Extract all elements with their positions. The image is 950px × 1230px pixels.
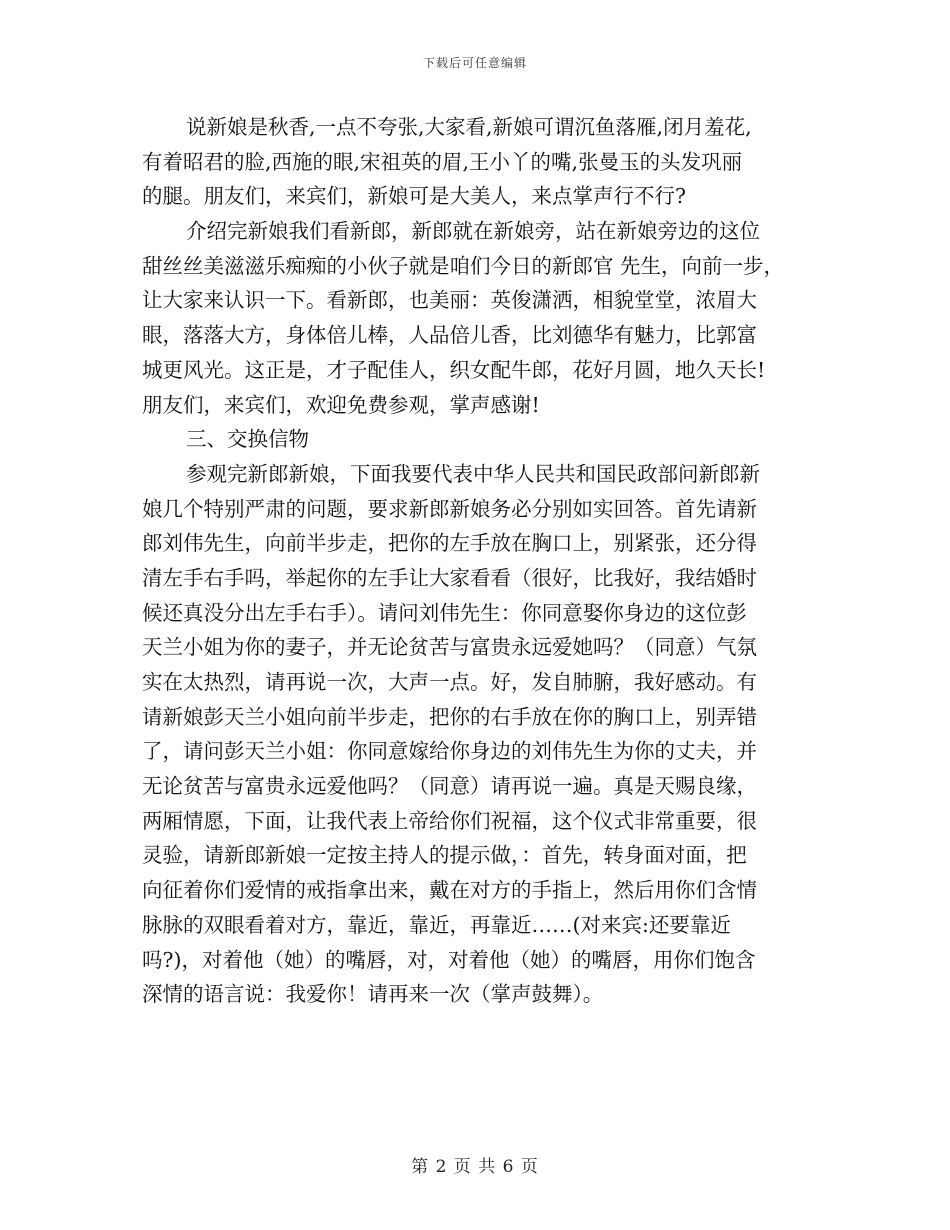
section-heading: 三、交换信物: [186, 427, 309, 452]
text-line: 让大家来认识一下。看新郎，也美丽：英俊潇洒，相貌堂堂，浓眉大: [142, 288, 757, 313]
text-line: 郎刘伟先生，向前半步走，把你的左手放在胸口上，别紧张，还分得: [142, 531, 757, 556]
text-line: 向征着你们爱情的戒指拿出来，戴在对方的手指上，然后用你们含情: [142, 878, 757, 903]
text-line: 有着昭君的脸,西施的眼,宋祖英的眉,王小丫的嘴,张曼玉的头发巩丽: [142, 149, 743, 174]
text-line: 的腿。朋友们，来宾们，新娘可是大美人，来点掌声行不行?: [142, 184, 686, 209]
text-line: 天兰小姐为你的妻子，并无论贫苦与富贵永远爱她吗？（同意）气氛: [142, 635, 757, 660]
text-line: 朋友们，来宾们，欢迎免费参观，掌声感谢!: [142, 392, 540, 417]
text-line: 候还真没分出左手右手）。请问刘伟先生：你同意娶你身边的这位彭: [142, 600, 747, 625]
text-line: 眼，落落大方，身体倍儿棒，人品倍儿香，比刘德华有魅力，比郭富: [142, 323, 757, 348]
text-line: 城更风光。这正是，才子配佳人，织女配牛郎，花好月圆，地久天长!: [142, 357, 766, 382]
text-line: 灵验，请新郎新娘一定按主持人的提示做，：首先，转身面对面，把: [142, 843, 747, 868]
text-line: 清左手右手吗，举起你的左手让大家看看（很好，比我好，我结婚时: [142, 565, 757, 590]
text-line: 甜丝丝美滋滋乐痴痴的小伙子就是咱们今日的新郎官 先生，向前一步，: [142, 253, 785, 278]
text-line: 两厢情愿，下面，让我代表上帝给你们祝福，这个仪式非常重要，很: [142, 808, 757, 833]
page-footer: 第 2 页 共 6 页: [411, 1157, 539, 1177]
text-line: 了，请问彭天兰小姐：你同意嫁给你身边的刘伟先生为你的丈夫，并: [142, 739, 757, 764]
text-line: 无论贫苦与富贵永远爱他吗？（同意）请再说一遍。真是天赐良缘，: [142, 774, 757, 799]
text-line: 脉脉的双眼看着对方，靠近，靠近，再靠近……(对来宾:还要靠近: [142, 912, 731, 937]
document-body: [142, 110, 810, 1012]
text-line: 实在太热烈，请再说一次，大声一点。好，发自肺腑，我好感动。有: [142, 670, 757, 694]
text-line: 请新娘彭天兰小姐向前半步走，把你的右手放在你的胸口上，别弄错: [142, 704, 757, 729]
page-header: 下载后可任意编辑: [422, 56, 527, 70]
text-line: 娘几个特别严肃的问题，要求新郎新娘务必分别如实回答。首先请新: [142, 496, 757, 521]
text-line: 说新娘是秋香,一点不夸张,大家看,新娘可谓沉鱼落雁,闭月羞花,: [186, 115, 752, 139]
text-line: 深情的语言说：我爱你！请再来一次（掌声鼓舞）。: [142, 982, 604, 1007]
text-line: 介绍完新娘我们看新郎，新郎就在新娘旁，站在新娘旁边的这位: [186, 219, 760, 244]
text-line: 吗?)，对着他（她）的嘴唇，对，对着他（她）的嘴唇，用你们饱含: [142, 947, 756, 972]
text-line: 参观完新郎新娘，下面我要代表中华人民共和国民政部问新郎新: [186, 461, 760, 486]
